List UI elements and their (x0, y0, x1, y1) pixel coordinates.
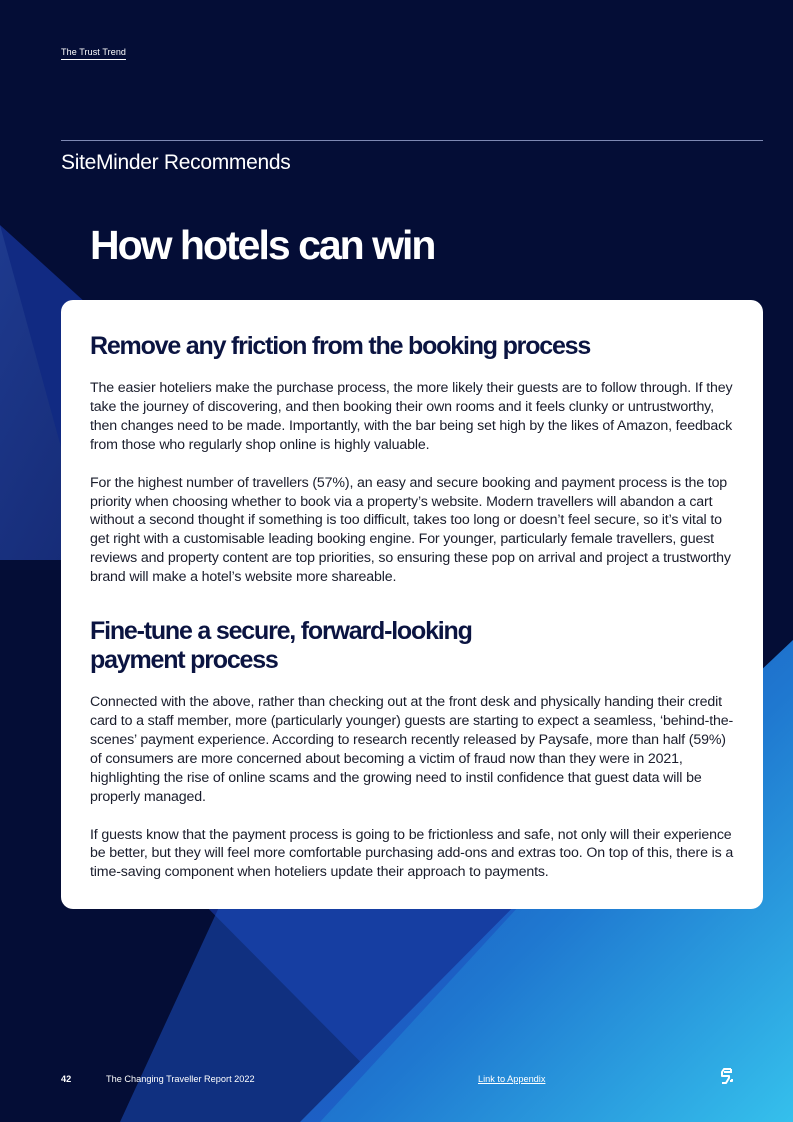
siteminder-logo-icon (720, 1068, 734, 1086)
section-heading-payment: Fine-tune a secure, forward-looking payment process (90, 617, 472, 675)
section-paragraph: If guests know that the payment process is going to be frictionless and safe, not only will their experience be better, but they will feel more comfortable purchasing add-ons and extras too. On top of this, there is a time-saving component when hoteliers update their approach to payments. (90, 826, 734, 881)
header-tag: The Trust Trend (61, 47, 126, 60)
header-divider (61, 140, 763, 141)
content-card (61, 300, 763, 909)
section-paragraph: The easier hoteliers make the purchase process, the more likely their guests are to follow through. If they take the journey of discovering, and then booking their own rooms and it feels clunky or untrustworthy, then changes need to be made. Importantly, with the bar being set high by the likes of Amazon, feedback from those who regularly shop online is highly valuable. (90, 380, 733, 453)
page-title: How hotels can win (90, 222, 435, 268)
page-number: 42 (61, 1074, 72, 1084)
section-label: SiteMinder Recommends (61, 151, 291, 174)
section-heading-booking: Remove any friction from the booking process (90, 332, 591, 360)
section-paragraph: Connected with the above, rather than checking out at the front desk and physically handing their credit card to a staff member, more (particularly younger) guests are starting to expect a seamless, ‘behind-the-scenes’ payment experience. According to research recently released by Paysafe, more than half (59%) of consumers are more concerned about becoming a victim of fraud now than they were in 2021, highlighting the rise of online scams and the growing need to instil confidence that guest data will be properly managed. (90, 694, 734, 805)
report-name: The Changing Traveller Report 2022 (106, 1074, 255, 1084)
section-paragraph: For the highest number of travellers (57%), an easy and secure booking and payment process is the top priority when choosing whether to book via a property’s website. Modern travellers will abandon a cart without a second thought if something is too difficult, takes too long or doesn’t feel secure, so it’s vital to get right with a customisable leading booking engine. For younger, particularly female travellers, guest reviews and property content are top priorities, so ensuring these pop on arrival and project a trustworthy brand will make a hotel’s website more shareable. (90, 474, 731, 586)
appendix-link[interactable]: Link to Appendix (478, 1074, 546, 1084)
